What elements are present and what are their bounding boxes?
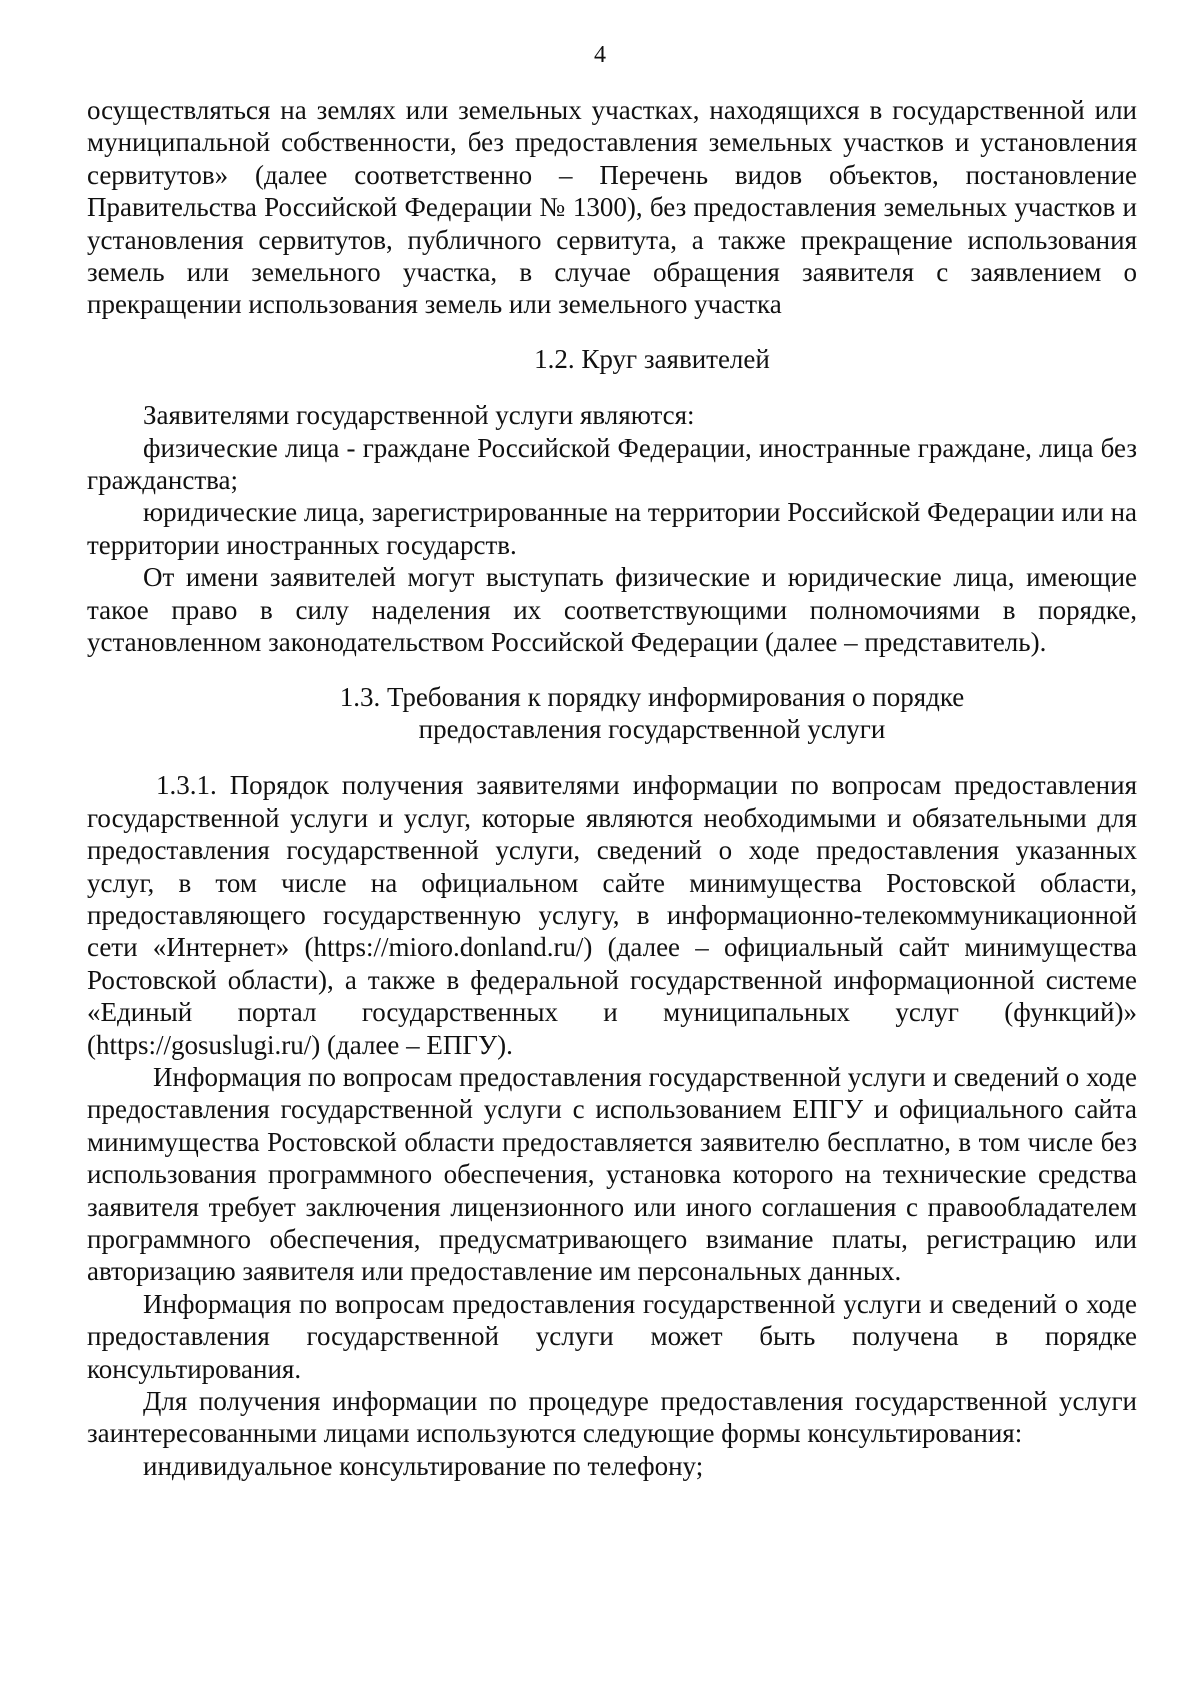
spacer bbox=[87, 375, 1137, 399]
spacer bbox=[87, 659, 1137, 681]
section-heading-1-2 bbox=[87, 343, 1137, 375]
section-heading-1-3-line2: предоставления государственной услуги bbox=[418, 713, 886, 744]
list-item-phone-consulting: индивидуальное консультирование по телефону; bbox=[143, 1450, 704, 1481]
spacer bbox=[87, 321, 1137, 343]
paragraph-consulting-forms: Для получения информации по процедуре предоставления государственной услуги заинтересованными лицами используются следующие формы консультирования: bbox=[87, 1386, 1137, 1449]
paragraph-1-3-1: 1.3.1. Порядок получения заявителями информации по вопросам предоставления государственной услуги и услуг, которые являются необходимыми и обязательными для предоставления государственной услуги, сведений о ходе предоставления указанных услуг, в том числе на официальном сайте минимущества Ростовской области, предоставляющего государственную услугу, в информационно-телекоммуникационной сети «Интернет» (https://mioro.donland.ru/) (далее – официальный сайт минимущества Ростовской области), а также в федеральной государственной информационной системе «Единый портал государственных и муниципальных услуг (функций)» (https://gosuslugi.ru/) (далее – ЕПГУ). bbox=[87, 770, 1137, 1060]
applicants-intro: Заявителями государственной услуги являются: bbox=[143, 400, 695, 431]
applicants-representatives: От имени заявителей могут выступать физические и юридические лица, имеющие такое право в силу наделения их соответствующими полномочиями в порядке, установленном законодательством Российской Федерации (далее – представитель). bbox=[87, 562, 1137, 658]
page-number: 4 bbox=[594, 42, 606, 68]
spacer bbox=[87, 745, 1137, 769]
section-heading-1-3-line1: 1.3. Требования к порядку информирования о порядке bbox=[339, 681, 965, 712]
paragraph-info-free: Информация по вопросам предоставления государственной услуги и сведений о ходе предоставления государственной услуги с использованием ЕПГУ и официального сайта минимущества Ростовской области предоставляется заявителю бесплатно, в том числе без использования программного обеспечения, установка которого на технические средства заявителя требует заключения лицензионного или иного соглашения с правообладателем программного обеспечения, предусматривающего взимание платы, регистрацию или авторизацию заявителя или предоставление им персональных данных. bbox=[87, 1061, 1137, 1287]
paragraph-info-consulting: Информация по вопросам предоставления государственной услуги и сведений о ходе предоставления государственной услуги может быть получена в порядке консультирования. bbox=[87, 1288, 1137, 1384]
intro-paragraph: осуществляться на землях или земельных участках, находящихся в государственной или муниципальной собственности, без предоставления земельных участков и установления сервитутов» (далее соответственно – Перечень видов объектов, постановление Правительства Российской Федерации № 1300), без предоставления земельных участков и установления сервитутов, публичного сервитута, а также прекращение использования земель или земельного участка, в случае обращения заявителя с заявлением о прекращении использования земель или земельного участка bbox=[87, 95, 1137, 320]
applicants-legal-entities: юридические лица, зарегистрированные на территории Российской Федерации или на территории иностранных государств. bbox=[87, 497, 1137, 560]
applicants-individuals: физические лица - граждане Российской Федерации, иностранные граждане, лица без гражданства; bbox=[87, 432, 1137, 496]
section-heading-1-3 bbox=[87, 681, 1137, 746]
section-heading-1-2-text: 1.2. Круг заявителей bbox=[534, 343, 770, 374]
document-body bbox=[87, 94, 1137, 1482]
